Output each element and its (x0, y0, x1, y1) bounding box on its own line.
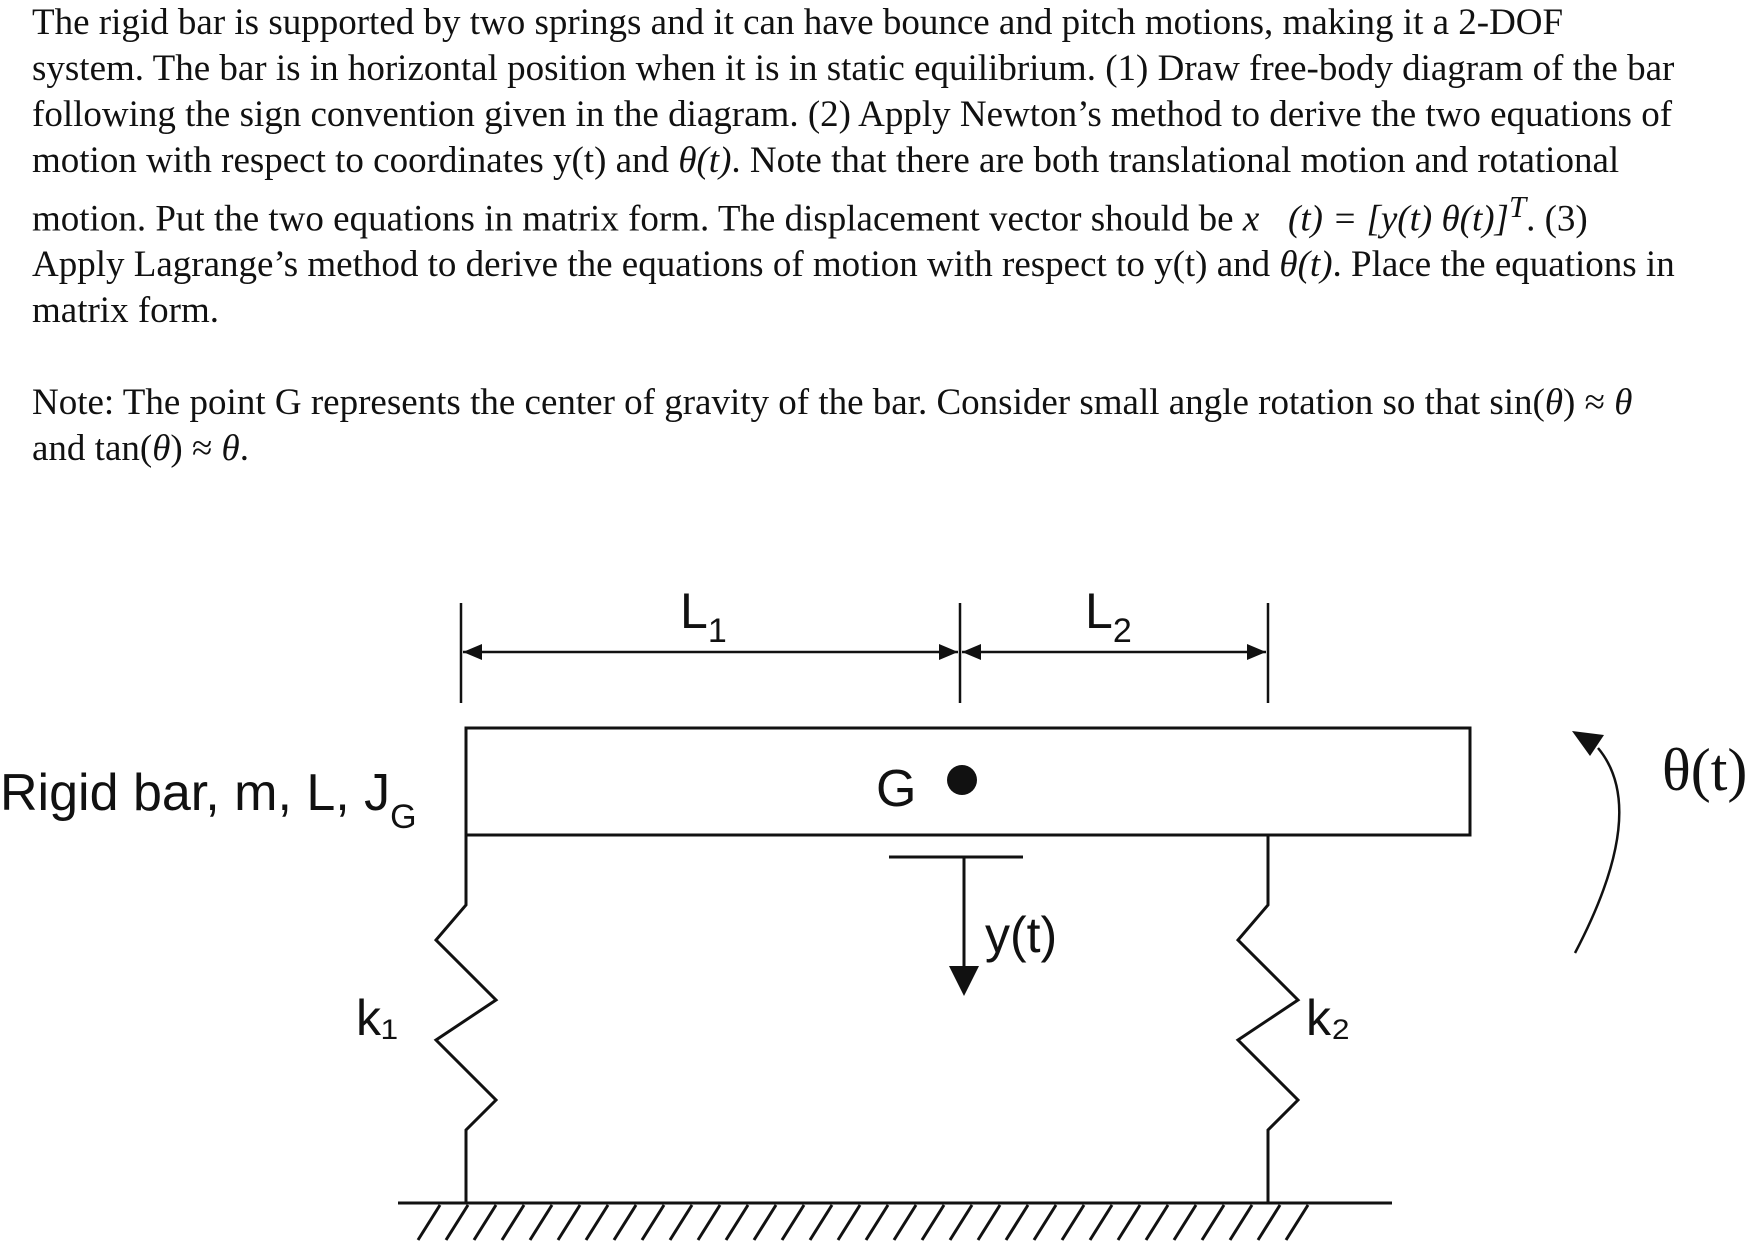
ground-hatch-line (614, 1205, 636, 1240)
y-label: y(t) (985, 907, 1058, 963)
problem-paragraph: The rigid bar is supported by two springs and it can have bounce and pitch motions, making it a 2-DOF system. The bar is in horizontal position when it is in static equilibrium. (1) Draw free-body diagram of the bar following the sign convention given in the diagram. (2) Apply Newton’s method to derive the two equations of motion with respect to coordinates y(t) and θ(t). Note that there are both translational motion and rotational motion. Put the two equations in matrix form. The displacement vector should be x⃗(t) = [y(t) θ(t)]$^T$. (3) Apply Lagrange’s method to derive the equations of motion with respect to y(t) and θ(t). Place the equations in matrix form. (32, 2, 1675, 332)
spring-k1 (436, 835, 496, 1203)
k1-label: k₁ (356, 990, 398, 1046)
y-arrow-head (949, 966, 979, 996)
dim-L1-label: $L_1$ (680, 583, 727, 650)
ground-hatch-line (922, 1205, 944, 1240)
dimension-L1-arrow-left (463, 644, 482, 660)
ground-hatch-line (866, 1205, 888, 1240)
dimension-L1-arrow-right (939, 644, 958, 660)
dimension-L2-arrow-left (962, 644, 981, 660)
ground-hatch-line (474, 1205, 496, 1240)
ground-hatch-line (642, 1205, 664, 1240)
ground-hatch-line (418, 1205, 440, 1240)
center-of-gravity-dot (947, 765, 977, 795)
ground-hatch-line (1146, 1205, 1168, 1240)
ground-hatch-line (726, 1205, 748, 1240)
ground-hatch-line (950, 1205, 972, 1240)
ground-hatch-line (1174, 1205, 1196, 1240)
dim-L2-label: $L_2$ (1085, 583, 1132, 650)
theta-arc (1575, 748, 1619, 953)
ground-hatch-line (1230, 1205, 1252, 1240)
ground-hatch-line (1118, 1205, 1140, 1240)
ground-hatch-line (502, 1205, 524, 1240)
theta-arrow-head (1572, 731, 1604, 756)
spring-k2 (1238, 835, 1298, 1203)
ground-hatch-line (838, 1205, 860, 1240)
note-paragraph: Note: The point G represents the center of gravity of the bar. Consider small angle rotation so that sin(θ) ≈ θ and tan(θ) ≈ θ. (32, 382, 1633, 470)
ground (398, 1203, 1392, 1240)
ground-hatch-line (1090, 1205, 1112, 1240)
ground-hatch-line (978, 1205, 1000, 1240)
dimension-lines (461, 603, 1268, 703)
ground-hatch-line (558, 1205, 580, 1240)
ground-hatch-line (894, 1205, 916, 1240)
k2-label: k₂ (1306, 990, 1351, 1046)
cg-label: G (876, 760, 917, 818)
ground-hatch-line (530, 1205, 552, 1240)
ground-hatch-line (782, 1205, 804, 1240)
ground-hatch-line (586, 1205, 608, 1240)
ground-hatch-line (698, 1205, 720, 1240)
ground-hatch-line (670, 1205, 692, 1240)
ground-hatch-line (1062, 1205, 1084, 1240)
ground-hatching (418, 1205, 1308, 1240)
ground-hatch-line (446, 1205, 468, 1240)
ground-hatch-line (810, 1205, 832, 1240)
ground-hatch-line (1034, 1205, 1056, 1240)
ground-hatch-line (1202, 1205, 1224, 1240)
ground-hatch-line (1286, 1205, 1308, 1240)
ground-hatch-line (1258, 1205, 1280, 1240)
bar-label: Rigid bar, m, L, $J_G$ (0, 764, 417, 836)
ground-hatch-line (754, 1205, 776, 1240)
ground-hatch-line (1006, 1205, 1028, 1240)
theta-label: θ(t) (1662, 737, 1748, 803)
dimension-L2-arrow-right (1247, 644, 1266, 660)
